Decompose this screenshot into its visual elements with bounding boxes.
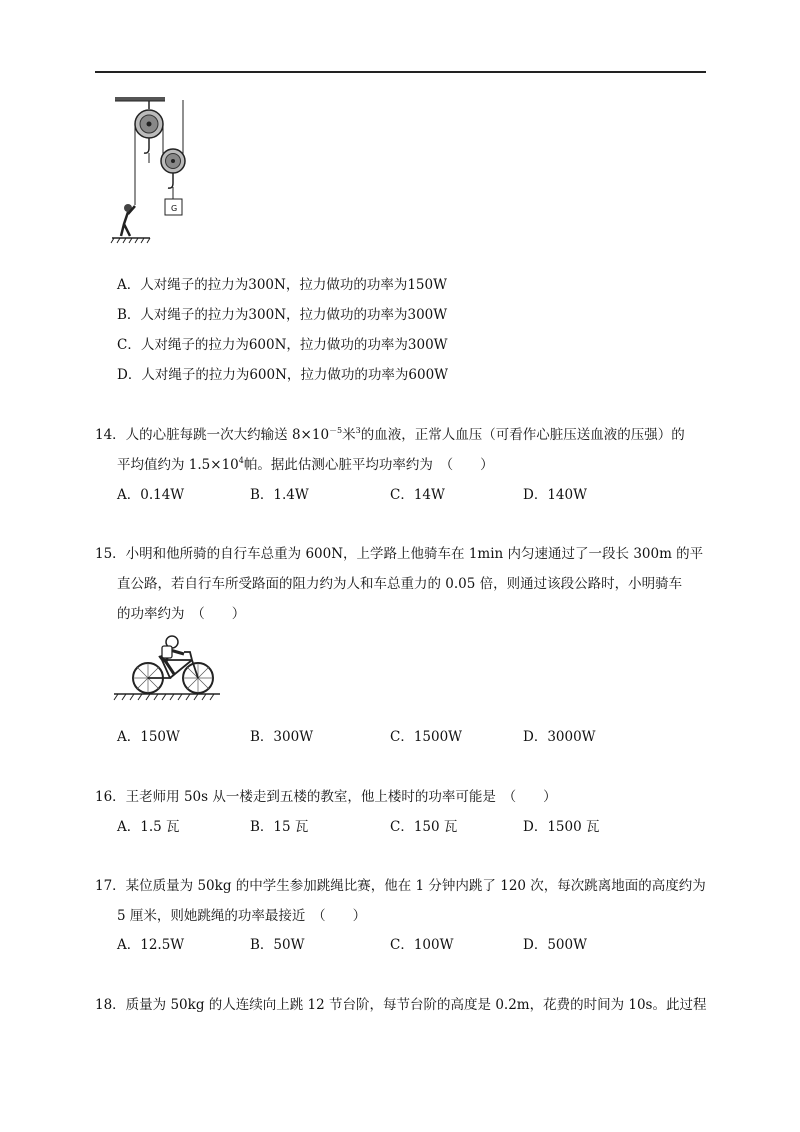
q17-stem-line-1: 17．某位质量为 50kg 的中学生参加跳绳比赛，他在 1 分钟内跳了 120 次，每次跳离地面的高度约为: [95, 878, 706, 894]
q14-stem-line-1: 14．人的心脏每跳一次大约输送 $8\times 10^{-5}$米$^3$的血液，正常人血压（可看作心脏压送血液的压强）的: [95, 426, 685, 443]
q15-option-d: D．3000W: [523, 729, 596, 745]
q15-option-b: B．300W: [250, 729, 314, 745]
weight-label: G: [171, 204, 178, 213]
q16-stem-line-1: 16．王老师用 50s 从一楼走到五楼的教室，他上楼时的功率可能是 （ ）: [95, 789, 557, 805]
q17-option-a: A．12.5W: [117, 937, 185, 953]
q15-stem-line-2: 直公路，若自行车所受路面的阻力约为人和车总重力的 0.05 倍，则通过该段公路时，小明骑车: [117, 576, 683, 592]
q17-stem-line-2: 5 厘米，则她跳绳的功率最接近 （ ）: [117, 908, 367, 924]
q14-option-d: D．140W: [523, 487, 587, 503]
q15-stem-line-1: 15．小明和他所骑的自行车总重为 600N，上学路上他骑车在 1min 内匀速通过了一段长 300m 的平: [95, 546, 704, 562]
q16-option-d: D．1500 瓦: [523, 819, 600, 835]
q16-option-c: C．150 瓦: [390, 819, 458, 835]
q15-stem-line-3: 的功率约为 （ ）: [117, 606, 246, 622]
q15-option-a: A．150W: [117, 729, 180, 745]
pulley-figure: [112, 95, 192, 245]
q14-option-b: B．1.4W: [250, 487, 309, 503]
q17-option-d: D．500W: [523, 937, 587, 953]
q16-option-a: A．1.5 瓦: [117, 819, 180, 835]
q17-option-c: C．100W: [390, 937, 454, 953]
q16-option-b: B．15 瓦: [250, 819, 309, 835]
q14-stem-line-2: 平均值约为 $1.5\times 10^4$帕。据此估测心脏平均功率约为 （ ）: [117, 456, 494, 473]
q14-option-a: A．0.14W: [117, 487, 185, 503]
q13-option-d: D．人对绳子的拉力为600N，拉力做功的功率为600W: [117, 367, 449, 383]
q13-option-a: A．人对绳子的拉力为300N，拉力做功的功率为150W: [117, 277, 447, 293]
q14-option-c: C．14W: [390, 487, 445, 503]
header-rule: [95, 71, 706, 73]
cyclist-figure: [112, 632, 222, 702]
q18-stem-line-1: 18．质量为 50kg 的人连续向上跳 12 节台阶，每节台阶的高度是 0.2m，花费的时间为 10s。此过程: [95, 997, 707, 1013]
q15-option-c: C．1500W: [390, 729, 463, 745]
q17-option-b: B．50W: [250, 937, 305, 953]
q13-option-b: B．人对绳子的拉力为300N，拉力做功的功率为300W: [117, 307, 448, 323]
q13-option-c: C．人对绳子的拉力为600N，拉力做功的功率为300W: [117, 337, 448, 353]
